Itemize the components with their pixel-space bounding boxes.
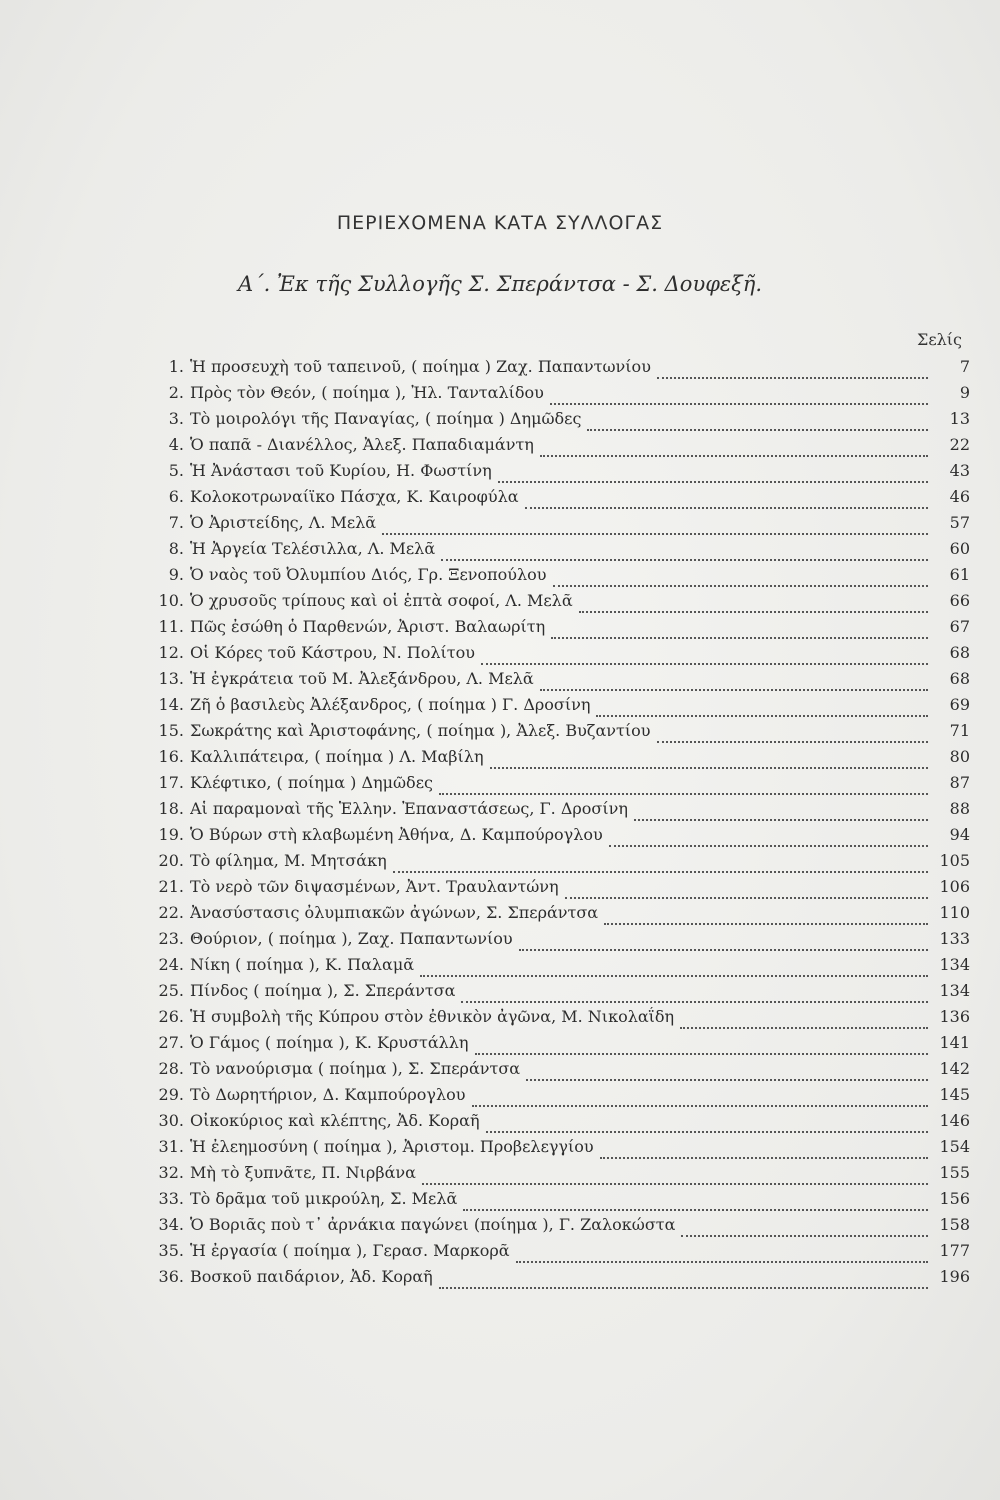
dot-leader (439, 793, 928, 795)
toc-entry-number: 9. (168, 565, 184, 584)
toc-entry-page: 60 (949, 539, 970, 558)
toc-entry-number: 21. (158, 877, 184, 896)
toc-entry-title: Ὁ Βύρων στὴ κλαβωμένη Ἀθήνα, Δ. Καμπούρογλου (190, 825, 603, 844)
dot-leader (540, 689, 928, 691)
toc-entry (130, 721, 970, 747)
toc-entry-title: Σωκράτης καὶ Ἀριστοφάνης, ( ποίημα ), Ἀλεξ. Βυζαντίου (190, 721, 651, 740)
toc-entry-title: Τὸ νερὸ τῶν διψασμένων, Ἀντ. Τραυλαντώνη (190, 877, 559, 896)
toc-entry-number: 31. (158, 1137, 184, 1156)
dot-leader (393, 871, 928, 873)
toc-entry-page: 57 (949, 513, 970, 532)
toc-entry-title: Ὁ Γάμος ( ποίημα ), Κ. Κρυστάλλη (190, 1033, 469, 1052)
toc-entry (130, 539, 970, 565)
toc-entry-page: 46 (949, 487, 970, 506)
toc-entry (130, 1241, 970, 1267)
toc-entry-title: Κολοκοτρωναίϊκο Πάσχα, Κ. Καιροφύλα (190, 487, 519, 506)
toc-entry (130, 1007, 970, 1033)
toc-entry-page: 88 (949, 799, 970, 818)
toc-entry-number: 26. (158, 1007, 184, 1026)
toc-entry-page: 67 (949, 617, 970, 636)
toc-entry-page: 133 (939, 929, 970, 948)
toc-entry-title: Ἡ ἐλεημοσύνη ( ποίημα ), Ἀριστομ. Προβελεγγίου (190, 1137, 594, 1156)
toc-entry-title: Τὸ Δωρητήριον, Δ. Καμπούρογλου (190, 1085, 466, 1104)
toc-entry (130, 1085, 970, 1111)
toc-entry-number: 1. (168, 357, 184, 376)
toc-entry-title: Τὸ δρᾶμα τοῦ μικρούλη, Σ. Μελᾶ (190, 1189, 458, 1208)
toc-entry-page: 68 (949, 669, 970, 688)
dot-leader (657, 377, 928, 379)
toc-entry-page: 134 (939, 981, 970, 1000)
toc-entry-number: 35. (158, 1241, 184, 1260)
toc-entry-title: Ὁ ναὸς τοῦ Ὀλυμπίου Διός, Γρ. Ξενοπούλου (190, 565, 547, 584)
toc-entry (130, 1189, 970, 1215)
toc-entry-number: 4. (168, 435, 184, 454)
toc-entry-number: 17. (158, 773, 184, 792)
toc-entry-page: 13 (949, 409, 970, 428)
dot-leader (475, 1053, 928, 1055)
toc-entry-title: Τὸ μοιρολόγι τῆς Παναγίας, ( ποίημα ) Δημῶδες (190, 409, 582, 428)
dot-leader (463, 1209, 928, 1211)
toc-entry-title: Μὴ τὸ ξυπνᾶτε, Π. Νιρβάνα (190, 1163, 416, 1182)
toc-entry-number: 3. (168, 409, 184, 428)
toc-entry (130, 825, 970, 851)
toc-entry (130, 851, 970, 877)
toc-entry-number: 7. (168, 513, 184, 532)
toc-entry-number: 12. (158, 643, 184, 662)
dot-leader (657, 741, 929, 743)
dot-leader (565, 897, 928, 899)
toc-entry-title: Ἡ ἐγκράτεια τοῦ Μ. Ἀλεξάνδρου, Λ. Μελᾶ (190, 669, 534, 688)
dot-leader (551, 637, 928, 639)
toc-entry-title: Ἡ ἐργασία ( ποίημα ), Γερασ. Μαρκορᾶ (190, 1241, 510, 1260)
toc-entry (130, 591, 970, 617)
toc-entry-title: Οἱ Κόρες τοῦ Κάστρου, Ν. Πολίτου (190, 643, 475, 662)
toc-entry (130, 513, 970, 539)
toc-entry-title: Καλλιπάτειρα, ( ποίημα ) Λ. Μαβίλη (190, 747, 484, 766)
dot-leader (525, 507, 928, 509)
toc-entry (130, 435, 970, 461)
dot-leader (609, 845, 928, 847)
dot-leader (604, 923, 928, 925)
toc-entry-title: Τὸ φίλημα, Μ. Μητσάκη (190, 851, 387, 870)
toc-entry-page: 106 (939, 877, 970, 896)
toc-entry-page: 155 (939, 1163, 970, 1182)
toc-entry-number: 25. (158, 981, 184, 1000)
toc-entry (130, 773, 970, 799)
toc-entry-number: 13. (158, 669, 184, 688)
toc-entry (130, 383, 970, 409)
toc-entry-page: 156 (939, 1189, 970, 1208)
toc-entry (130, 357, 970, 383)
toc-entry-number: 16. (158, 747, 184, 766)
dot-leader (498, 481, 928, 483)
toc-entry (130, 1059, 970, 1085)
toc-entry-number: 30. (158, 1111, 184, 1130)
toc-entry-page: 136 (939, 1007, 970, 1026)
toc-entry-number: 10. (158, 591, 184, 610)
toc-entry-title: Νίκη ( ποίημα ), Κ. Παλαμᾶ (190, 955, 415, 974)
page-title: ΠΕΡΙΕΧΟΜΕΝΑ ΚΑΤΑ ΣΥΛΛΟΓΑΣ (336, 212, 664, 234)
toc-entry (130, 1215, 970, 1241)
toc-entry-page: 9 (959, 383, 970, 402)
toc-entry-number: 8. (168, 539, 184, 558)
toc-entry-title: Τὸ νανούρισμα ( ποίημα ), Σ. Σπεράντσα (190, 1059, 521, 1078)
dot-leader (680, 1027, 928, 1029)
toc-entry-page: 94 (949, 825, 970, 844)
section-heading: Α΄. Ἐκ τῆς Συλλογῆς Σ. Σπεράντσα - Σ. Δουφεξῆ. (237, 272, 762, 296)
toc-entry-number: 22. (158, 903, 184, 922)
toc-entry (130, 1137, 970, 1163)
toc-entry-number: 6. (168, 487, 184, 506)
toc-entry-title: Πρὸς τὸν Θεόν, ( ποίημα ), Ἠλ. Τανταλίδου (190, 383, 544, 402)
toc-entry-title: Ζῆ ὁ βασιλεὺς Ἀλέξανδρος, ( ποίημα ) Γ. Δροσίνη (190, 695, 591, 714)
toc-entry-title: Ἡ Ἀργεία Τελέσιλλα, Λ. Μελᾶ (190, 539, 436, 558)
toc-entry-page: 145 (939, 1085, 970, 1104)
toc-entry-number: 27. (158, 1033, 184, 1052)
dot-leader (472, 1105, 929, 1107)
toc-entry (130, 1267, 970, 1293)
toc-entry-title: Αἱ παραμοναὶ τῆς Ἑλλην. Ἐπαναστάσεως, Γ. Δροσίνη (190, 799, 628, 818)
toc-entry-number: 14. (158, 695, 184, 714)
toc-entry-page: 142 (939, 1059, 970, 1078)
dot-leader (441, 559, 928, 561)
dot-leader (540, 455, 928, 457)
toc-entry-title: Πίνδος ( ποίημα ), Σ. Σπεράντσα (190, 981, 456, 1000)
toc-entry-title: Βοσκοῦ παιδάριον, Ἀδ. Κοραῆ (190, 1267, 433, 1286)
toc-entry-page: 158 (939, 1215, 970, 1234)
dot-leader (526, 1079, 928, 1081)
dot-leader (439, 1287, 928, 1289)
toc-entry-title: Οἰκοκύριος καὶ κλέπτης, Ἀδ. Κοραῆ (190, 1111, 480, 1130)
toc-entry-page: 196 (939, 1267, 970, 1286)
toc-entry-title: Κλέφτικο, ( ποίημα ) Δημῶδες (190, 773, 433, 792)
toc-entry-title: Ὁ Βοριᾶς ποὺ τ᾿ ἀρνάκια παγώνει (ποίημα ), Γ. Ζαλοκώστα (190, 1215, 676, 1234)
dot-leader (553, 585, 928, 587)
dot-leader (600, 1157, 928, 1159)
toc-entry (130, 461, 970, 487)
toc-entry-number: 23. (158, 929, 184, 948)
toc-entry-page: 80 (949, 747, 970, 766)
dot-leader (486, 1131, 928, 1133)
toc-entry-title: Ἡ συμβολὴ τῆς Κύπρου στὸν ἐθνικὸν ἀγῶνα, Μ. Νικολαΐδη (190, 1007, 675, 1026)
toc-entry (130, 695, 970, 721)
toc-entry-title: Πῶς ἐσώθη ὁ Παρθενών, Ἀριστ. Βαλαωρίτη (190, 617, 546, 636)
toc-entry (130, 565, 970, 591)
toc-entry-number: 28. (158, 1059, 184, 1078)
toc-entry (130, 1111, 970, 1137)
toc-entry (130, 487, 970, 513)
dot-leader (420, 975, 928, 977)
toc-entry (130, 955, 970, 981)
toc-entry-page: 71 (949, 721, 970, 740)
toc-entry-title: Ὁ Ἀριστείδης, Λ. Μελᾶ (190, 513, 377, 532)
toc-entry (130, 929, 970, 955)
toc-entry-number: 32. (158, 1163, 184, 1182)
toc-entry-number: 24. (158, 955, 184, 974)
toc-entry-number: 36. (158, 1267, 184, 1286)
toc-entry-number: 19. (158, 825, 184, 844)
toc-entry-page: 87 (949, 773, 970, 792)
dot-leader (579, 611, 928, 613)
toc-entry-number: 18. (158, 799, 184, 818)
toc-entry-number: 29. (158, 1085, 184, 1104)
dot-leader (596, 715, 928, 717)
toc-entry-number: 11. (158, 617, 184, 636)
toc-entry-title: Ὁ παπᾶ - Διανέλλος, Ἀλεξ. Παπαδιαμάντη (190, 435, 534, 454)
toc-entry (130, 643, 970, 669)
toc-entry-number: 15. (158, 721, 184, 740)
toc-entry (130, 981, 970, 1007)
toc-entry-title: Θούριον, ( ποίημα ), Ζαχ. Παπαντωνίου (190, 929, 513, 948)
dot-leader (422, 1183, 928, 1185)
dot-leader (587, 429, 928, 431)
toc-entry-page: 105 (939, 851, 970, 870)
toc-entry (130, 1033, 970, 1059)
toc-entry-title: Ὁ χρυσοῦς τρίπους καὶ οἱ ἑπτὰ σοφοί, Λ. Μελᾶ (190, 591, 573, 610)
toc-entry-number: 33. (158, 1189, 184, 1208)
toc-entry (130, 903, 970, 929)
dot-leader (634, 819, 928, 821)
page-column-label: Σελίς (917, 330, 962, 349)
toc-entry (130, 799, 970, 825)
toc-entry-title: Ἡ Ἀνάστασι τοῦ Κυρίου, Η. Φωστίνη (190, 461, 492, 480)
dot-leader (550, 403, 928, 405)
toc-entry-number: 34. (158, 1215, 184, 1234)
toc-entry-page: 61 (949, 565, 970, 584)
toc-entry (130, 409, 970, 435)
toc-entry (130, 617, 970, 643)
toc-entry (130, 1163, 970, 1189)
dot-leader (461, 1001, 928, 1003)
toc-entry-number: 20. (158, 851, 184, 870)
toc-entry-page: 22 (949, 435, 970, 454)
toc-entry-page: 146 (939, 1111, 970, 1130)
dot-leader (681, 1235, 928, 1237)
dot-leader (519, 949, 928, 951)
toc-entry (130, 877, 970, 903)
toc-entry-title: Ἀνασύστασις ὀλυμπιακῶν ἀγώνων, Σ. Σπεράντσα (190, 903, 599, 922)
dot-leader (490, 767, 928, 769)
toc-entry-page: 68 (949, 643, 970, 662)
toc-entry-page: 69 (949, 695, 970, 714)
toc-entry-page: 141 (939, 1033, 970, 1052)
toc-entry (130, 747, 970, 773)
toc-entry-page: 154 (939, 1137, 970, 1156)
toc-entry-page: 43 (949, 461, 970, 480)
toc-entry-number: 5. (168, 461, 184, 480)
toc-entry (130, 669, 970, 695)
dot-leader (481, 663, 928, 665)
toc-entry-title: Ἡ προσευχὴ τοῦ ταπεινοῦ, ( ποίημα ) Ζαχ. Παπαντωνίου (190, 357, 651, 376)
toc-entry-number: 2. (168, 383, 184, 402)
toc-entry-page: 177 (939, 1241, 970, 1260)
table-of-contents (130, 357, 970, 1293)
dot-leader (516, 1261, 928, 1263)
toc-entry-page: 134 (939, 955, 970, 974)
toc-entry-page: 66 (949, 591, 970, 610)
toc-entry-page: 110 (939, 903, 970, 922)
dot-leader (382, 533, 928, 535)
toc-entry-page: 7 (959, 357, 970, 376)
